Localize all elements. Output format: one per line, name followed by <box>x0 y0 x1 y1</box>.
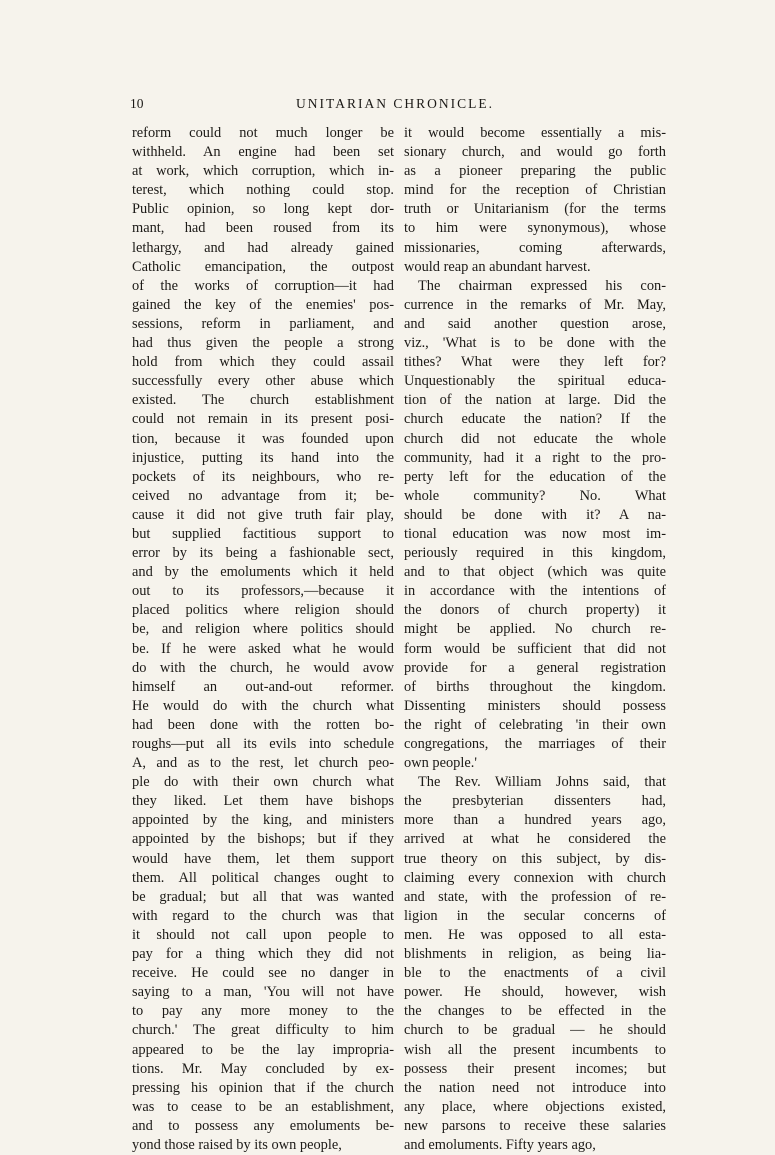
text-line: new parsons to receive these salaries <box>404 1117 666 1134</box>
text-line: withheld. An engine had been set <box>132 144 394 161</box>
text-line: whole community? No. What <box>404 487 666 504</box>
text-line: error by its being a fashionable sect, <box>132 545 394 562</box>
text-line: as a pioneer preparing the public <box>404 163 666 180</box>
text-line: any place, where objections existed, <box>404 1098 666 1115</box>
text-line: men. He was opposed to all esta- <box>404 926 666 943</box>
text-line: He would do with the church what <box>132 697 394 714</box>
text-line: mant, had been roused from its <box>132 220 394 237</box>
text-line: community, had it a right to the pro- <box>404 449 666 466</box>
text-line: possess their present incomes; but <box>404 1060 666 1077</box>
text-line: currence in the remarks of Mr. May, <box>404 296 666 313</box>
text-line: might be applied. No church re- <box>404 621 666 638</box>
text-line: ble to the enactments of a civil <box>404 965 666 982</box>
text-line: periously required in this kingdom, <box>404 545 666 562</box>
text-line: appointed by the bishops; but if they <box>132 831 394 848</box>
text-line: pressing his opinion that if the church <box>132 1079 394 1096</box>
text-line: and said another question arose, <box>404 315 666 332</box>
text-line: blishments in religion, as being lia- <box>404 946 666 963</box>
text-line: to pay any more money to the <box>132 1003 394 1020</box>
text-line: arrived at what he considered the <box>404 831 666 848</box>
text-line: had thus given the people a strong <box>132 335 394 352</box>
text-line: to him were synonymous), whose <box>404 220 666 237</box>
text-line: tional education was now most im- <box>404 525 666 542</box>
text-line: perty left for the education of the <box>404 468 666 485</box>
text-line: congregations, the marriages of their <box>404 736 666 752</box>
text-line: wish all the present incumbents to <box>404 1041 666 1058</box>
text-line: church.' The great difficulty to him <box>132 1022 394 1039</box>
text-line: sionary church, and would go forth <box>404 144 666 161</box>
text-line: injustice, putting its hand into the <box>132 449 394 466</box>
text-line: church to be gradual — he should <box>404 1022 666 1039</box>
text-line: they liked. Let them have bishops <box>132 793 394 810</box>
text-line: own people.' <box>404 755 477 772</box>
right-column <box>404 124 666 1155</box>
text-line: in accordance with the intentions of <box>404 583 666 600</box>
text-line: yond those raised by its own people, <box>132 1136 342 1153</box>
text-line: sessions, reform in parliament, and <box>132 315 394 332</box>
text-line: gained the key of the enemies' pos- <box>132 296 394 313</box>
text-line: roughs—put all its evils into schedule <box>132 736 394 752</box>
text-line: ple do with their own church what <box>132 774 394 791</box>
text-line: saying to a man, 'You will not have <box>132 984 394 1001</box>
text-line: and to that object (which was quite <box>404 564 666 581</box>
text-line: true theory on this subject, by dis- <box>404 850 666 867</box>
text-line: placed politics where religion should <box>132 602 394 619</box>
text-line: terest, which nothing could stop. <box>132 182 394 199</box>
text-line: existed. The church establishment <box>132 392 394 409</box>
text-line: of the works of corruption—it had <box>132 277 394 294</box>
text-line: the presbyterian dissenters had, <box>404 793 666 810</box>
text-line: Catholic emancipation, the outpost <box>132 258 394 275</box>
text-line: should be done with it? A na- <box>404 506 666 523</box>
text-line: ligion in the secular concerns of <box>404 907 666 924</box>
text-line: was to cease to be an establishment, <box>132 1098 394 1115</box>
text-line: pockets of its neighbours, who re- <box>132 468 394 485</box>
page-header <box>130 96 660 118</box>
text-line: lethargy, and had already gained <box>132 239 394 256</box>
text-line: claiming every connexion with church <box>404 869 666 886</box>
text-line: would reap an abundant harvest. <box>404 258 591 275</box>
text-line: tion of the nation at large. Did the <box>404 392 666 409</box>
text-line: be, and religion where politics should <box>132 621 394 638</box>
text-line: tions. Mr. May concluded by ex- <box>132 1060 394 1077</box>
text-line: at work, which corruption, which in- <box>132 163 394 180</box>
text-line: hold from which they could assail <box>132 354 394 371</box>
text-line: and by the emoluments which it held <box>132 564 394 581</box>
text-line: mind for the reception of Christian <box>404 182 666 199</box>
text-line: successfully every other abuse which <box>132 373 394 390</box>
text-line: pay for a thing which they did not <box>132 946 394 963</box>
text-line: missionaries, coming afterwards, <box>404 239 666 256</box>
text-line: appointed by the king, and ministers <box>132 812 394 829</box>
text-line: appeared to be the lay impropria- <box>132 1041 394 1058</box>
text-line: viz., 'What is to be done with the <box>404 335 666 352</box>
text-line: power. He should, however, wish <box>404 984 666 1001</box>
text-line: receive. He could see no danger in <box>132 965 394 982</box>
text-line: the nation need not introduce into <box>404 1079 666 1096</box>
text-line: with regard to the church was that <box>132 907 394 924</box>
text-line: church did not educate the whole <box>404 430 666 447</box>
text-line: The chairman expressed his con- <box>418 277 666 294</box>
text-line: reform could not much longer be <box>132 125 394 141</box>
text-line: tithes? What were they left for? <box>404 354 666 371</box>
text-line: tion, because it was founded upon <box>132 430 394 447</box>
text-line: form would be sufficient that did not <box>404 640 666 657</box>
text-line: and state, with the profession of re- <box>404 888 666 905</box>
text-line: it should not call upon people to <box>132 926 394 943</box>
text-line: out to its professors,—because it <box>132 583 394 600</box>
text-line: of births throughout the kingdom. <box>404 678 666 695</box>
text-line: Unquestionably the spiritual educa- <box>404 373 666 390</box>
text-line: had been done with the rotten bo- <box>132 716 394 733</box>
page-number: 10 <box>130 96 144 111</box>
text-line: provide for a general registration <box>404 659 666 676</box>
text-line: more than a hundred years ago, <box>404 812 666 829</box>
text-line: but supplied factitious support to <box>132 525 394 542</box>
left-column <box>132 124 394 1155</box>
text-line: ceived no advantage from it; be- <box>132 487 394 504</box>
text-line: could not remain in its present posi- <box>132 411 394 428</box>
text-line: the donors of church property) it <box>404 602 666 619</box>
text-line: and emoluments. Fifty years ago, <box>404 1136 596 1153</box>
text-line: it would become essentially a mis- <box>404 125 666 141</box>
text-line: himself an out-and-out reformer. <box>132 678 394 695</box>
text-line: church educate the nation? If the <box>404 411 666 428</box>
text-line: and to possess any emoluments be- <box>132 1117 394 1134</box>
text-line: be. If he were asked what he would <box>132 640 394 657</box>
text-line: would have them, let them support <box>132 850 394 867</box>
text-line: A, and as to the rest, let church peo- <box>132 755 394 772</box>
text-line: the right of celebrating 'in their own <box>404 716 666 733</box>
text-line: cause it did not give truth fair play, <box>132 506 394 523</box>
text-line: the changes to be effected in the <box>404 1003 666 1020</box>
text-line: do with the church, he would avow <box>132 659 394 676</box>
text-line: The Rev. William Johns said, that <box>418 774 666 791</box>
text-line: be gradual; but all that was wanted <box>132 888 394 905</box>
text-line: truth or Unitarianism (for the terms <box>404 201 666 218</box>
text-line: them. All political changes ought to <box>132 869 394 886</box>
text-line: Public opinion, so long kept dor- <box>132 201 394 218</box>
running-title: UNITARIAN CHRONICLE. <box>296 96 494 111</box>
text-line: Dissenting ministers should possess <box>404 697 666 714</box>
